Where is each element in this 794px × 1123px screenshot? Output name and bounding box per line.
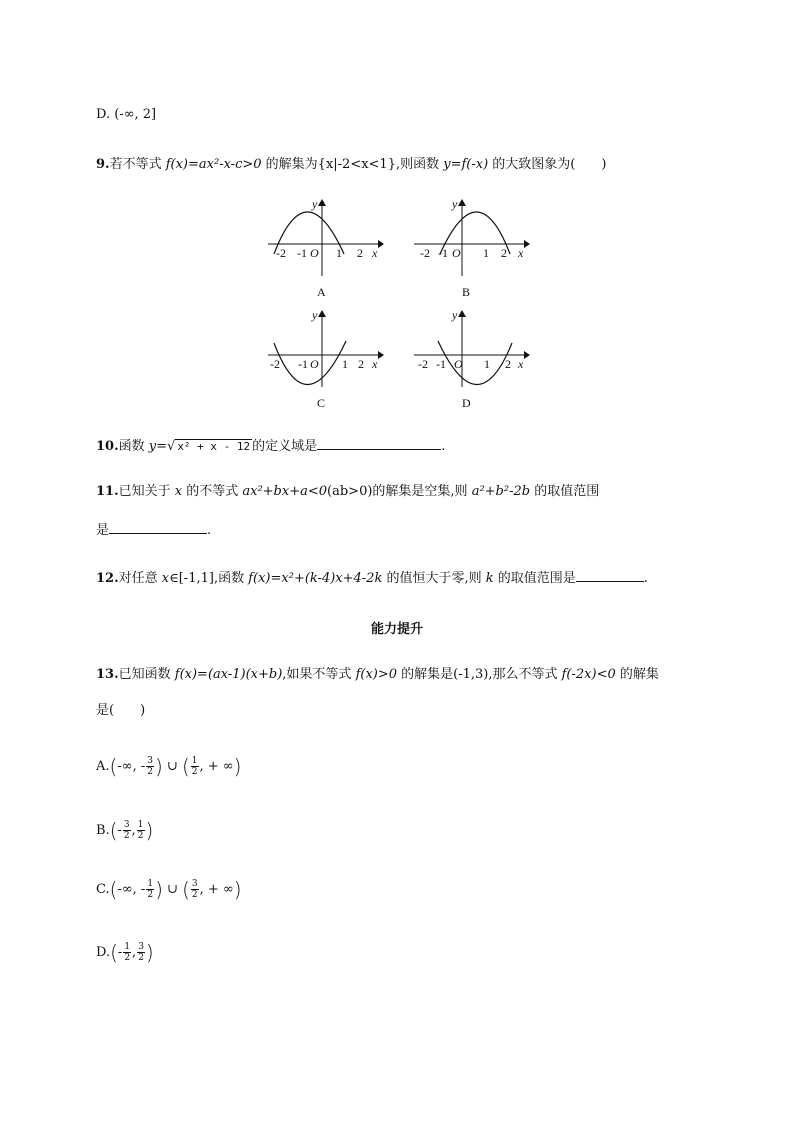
q9-target-function: y=f(-x) (443, 157, 489, 172)
q13-text-2: ,如果不等式 (282, 667, 356, 682)
right-paren: ) (233, 877, 242, 902)
union-symbol: ∪ (166, 759, 178, 774)
denominator: 2 (137, 831, 144, 841)
x-axis-arrow (524, 351, 530, 359)
q13-option-b[interactable]: B.(- $\frac{3}{2}$ , $\frac{1}{2}$ ) (96, 818, 154, 843)
q13-option-a[interactable] (96, 756, 241, 777)
parabola-curve (438, 341, 512, 385)
numerator: 3 (147, 756, 153, 766)
q11-condition: (ab>0) (327, 484, 373, 499)
denominator: 2 (147, 890, 154, 900)
x-axis-label: x (372, 357, 378, 371)
tick-label-1: 1 (342, 357, 348, 371)
fraction (137, 942, 145, 963)
graph-label-b: B (462, 285, 471, 299)
y-axis-label: y (452, 308, 458, 322)
q12-k: k (485, 571, 494, 586)
fraction (137, 820, 145, 841)
q12-stem (96, 568, 648, 588)
denominator: 2 (124, 953, 131, 963)
q10-end: . (441, 439, 446, 454)
denominator: 2 (123, 831, 130, 841)
q13-stem-line2: 是( ) (96, 703, 146, 718)
fraction (123, 820, 131, 841)
tick-label-1: 1 (484, 357, 490, 371)
q11-x: x (174, 484, 183, 499)
q11-end: . (207, 523, 212, 538)
q13-stem (96, 666, 659, 684)
denominator: 2 (191, 890, 198, 900)
option-label: B. (96, 823, 110, 838)
left-paren: ( (109, 754, 118, 779)
q8-option-d: D. (-∞, 2] (96, 107, 157, 122)
tick-label-neg1: -1 (297, 246, 307, 260)
q10-y: y= (148, 439, 168, 454)
graph-label-c: C (317, 396, 326, 410)
option-label: C. (96, 882, 110, 897)
x-axis-label: x (518, 357, 524, 371)
q13-text-3: 的解集是(-1,3),那么不等式 (397, 667, 562, 682)
graph-d (408, 305, 533, 413)
tick-label-neg1: -1 (436, 357, 446, 371)
right-paren: ) (145, 818, 154, 843)
origin-label: O (310, 246, 319, 260)
fraction (123, 942, 131, 963)
q11-text-2: 的不等式 (182, 484, 243, 499)
y-axis-label: y (312, 197, 318, 211)
tick-label-2: 2 (357, 246, 363, 260)
q11-text-4: 的取值范围 (530, 484, 600, 499)
graph-c (262, 305, 387, 413)
q12-text-3: 的取值范围是 (493, 571, 576, 586)
q11-stem (96, 483, 599, 501)
q10-text-2: 的定义域是 (252, 439, 318, 454)
q13-inequality-1: f(x)>0 (355, 667, 398, 682)
numerator: 1 (137, 820, 144, 830)
left-paren: ( (181, 754, 190, 779)
fraction (146, 879, 154, 900)
q13-inequality-2: f(-2x)<0 (561, 667, 616, 682)
q12-end: . (643, 571, 648, 586)
parabola-curve (440, 212, 510, 254)
question-number: 11. (96, 484, 119, 499)
q13-option-c[interactable] (96, 879, 242, 900)
q12-text-1: 对任意 (118, 571, 162, 586)
denominator: 2 (191, 767, 198, 777)
x-axis-label: x (372, 246, 378, 260)
left-paren: ( (109, 877, 118, 902)
origin-label: O (454, 357, 463, 371)
q10-text-1: 函数 (118, 439, 149, 454)
tick-label-1: 1 (483, 246, 489, 260)
graph-b (408, 194, 533, 302)
x-axis-arrow (378, 351, 384, 359)
left-paren: ( (182, 877, 190, 902)
q13-text-4: 的解集 (615, 667, 659, 682)
question-number: 10. (96, 439, 119, 454)
origin-label: O (452, 246, 461, 260)
right-paren: ) (154, 754, 163, 779)
tick-label-2: 2 (501, 246, 507, 260)
fraction (191, 879, 199, 900)
y-axis-arrow (458, 199, 466, 206)
question-number: 12. (96, 571, 119, 586)
origin-label: O (310, 357, 319, 371)
q12-x: x (161, 571, 170, 586)
q9-text-1: 若不等式 (109, 157, 166, 172)
denominator: 2 (147, 767, 153, 777)
q13-text-1: 已知函数 (118, 667, 175, 682)
tick-label-neg2: -2 (270, 357, 280, 371)
answer-blank[interactable] (576, 568, 644, 582)
y-axis-arrow (318, 310, 326, 317)
q12-function: f(x)=x²+(k-4)x+4-2k (248, 571, 383, 586)
q12-interval: ∈[-1,1],函数 (169, 571, 249, 586)
q11-text-3: 的解集是空集,则 (372, 484, 472, 499)
q9-text-4: 的大致图象为( ) (488, 157, 607, 172)
tick-label-neg2: -2 (418, 357, 428, 371)
answer-blank[interactable] (317, 436, 441, 450)
left-paren: ( (109, 818, 118, 843)
q12-text-2: 的值恒大于零,则 (382, 571, 486, 586)
q11-text-1: 已知关于 (118, 484, 175, 499)
q9-stem (96, 156, 606, 174)
graph-a (262, 194, 387, 302)
option-c-text-2: , + ∞ (199, 882, 234, 897)
sqrt-symbol: √ (167, 439, 176, 454)
x-axis-arrow (378, 240, 384, 248)
tick-label-neg2: -2 (276, 246, 286, 260)
q9-function: f(x)=ax²-x-c>0 (165, 157, 262, 172)
q11-expression: a²+b²-2b (471, 484, 531, 499)
tick-label-2: 2 (358, 357, 364, 371)
option-a-text-2: , + ∞ (199, 759, 234, 774)
left-paren: ( (110, 940, 118, 965)
option-a-text-1: -∞, - (117, 759, 146, 774)
right-paren: ) (145, 940, 154, 965)
tick-label-1: 1 (336, 246, 342, 260)
q10-radicand: x² + x - 12 (177, 440, 251, 453)
option-d-text-1: - (117, 945, 123, 960)
question-number: 13. (96, 667, 119, 682)
q11-inequality: ax²+bx+a<0 (242, 484, 328, 499)
numerator: 3 (191, 879, 198, 889)
fraction (146, 756, 154, 777)
q10-stem (96, 436, 445, 456)
numerator: 3 (138, 942, 144, 952)
section-title: 能力提升 (370, 622, 423, 637)
answer-blank[interactable] (109, 520, 207, 534)
q9-solution-set: {x|-2<x<1} (317, 157, 396, 172)
graph-label-a: A (317, 285, 326, 299)
numerator: 1 (191, 756, 198, 766)
q9-text-2: 的解集为 (261, 157, 318, 172)
q9-text-3: ,则函数 (395, 157, 444, 172)
question-number: 9. (96, 157, 110, 172)
option-b-text-1: - (117, 823, 122, 838)
q13-option-d[interactable]: D.(- $\frac{1}{2}$ , $\frac{3}{2}$ ) (96, 940, 154, 965)
y-axis-arrow (318, 199, 326, 206)
tick-label-neg1: -1 (298, 357, 308, 371)
q11-stem-line2 (96, 520, 211, 540)
y-axis-arrow (458, 310, 466, 317)
graph-label-d: D (462, 396, 471, 410)
numerator: 3 (123, 820, 130, 830)
q11-text-5: 是 (96, 523, 110, 538)
y-axis-label: y (312, 308, 318, 322)
tick-label-2: 2 (505, 357, 511, 371)
right-paren: ) (233, 754, 242, 779)
option-label: A. (96, 759, 110, 774)
tick-label-neg1: -1 (438, 246, 448, 260)
numerator: 1 (124, 942, 131, 952)
option-c-text-1: -∞, - (117, 882, 146, 897)
fraction (191, 756, 199, 777)
tick-label-neg2: -2 (420, 246, 430, 260)
numerator: 1 (147, 879, 154, 889)
y-axis-label: y (452, 197, 458, 211)
q13-function: f(x)=(ax-1)(x+b) (174, 667, 283, 682)
option-label: D. (96, 945, 111, 960)
x-axis-label: x (518, 246, 524, 260)
denominator: 2 (138, 953, 144, 963)
right-paren: ) (155, 877, 163, 902)
x-axis-arrow (524, 240, 530, 248)
union-symbol: ∪ (167, 882, 178, 897)
